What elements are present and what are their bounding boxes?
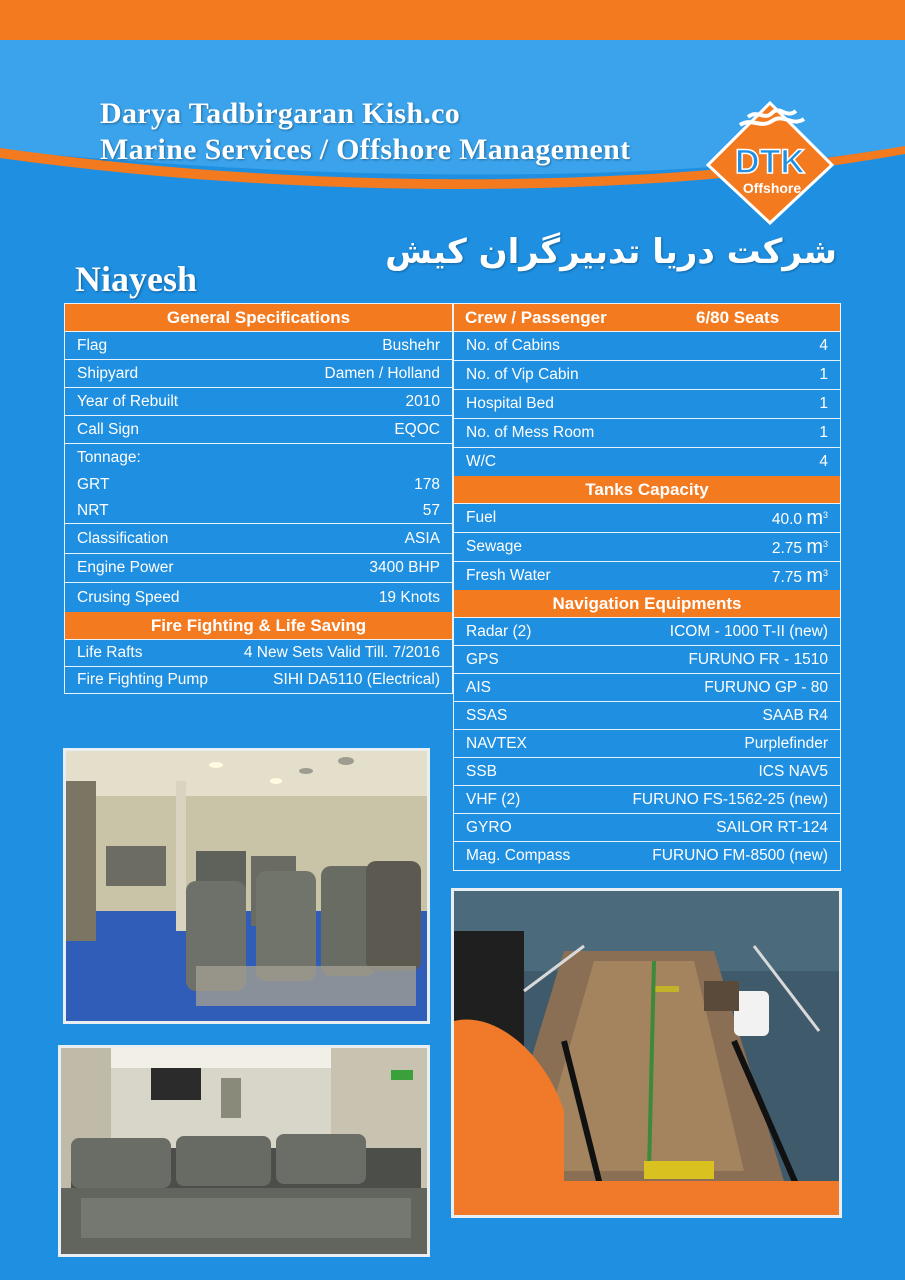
nav-label: NAVTEX	[466, 734, 527, 752]
spec-label: Year of Rebuilt	[77, 392, 179, 410]
spec-value: 4 New Sets Valid Till. 7/2016	[243, 644, 440, 661]
nav-row	[454, 842, 840, 870]
nav-row	[454, 758, 840, 786]
nav-value: FURUNO GP - 80	[704, 678, 828, 696]
tank-value: 7.75	[771, 568, 802, 586]
crew-passenger-title: Crew / Passenger	[465, 308, 607, 327]
tank-label: Sewage	[466, 538, 523, 555]
crew-passenger-heading	[454, 304, 840, 332]
nav-row	[454, 646, 840, 674]
vessel-details-table	[453, 303, 841, 871]
spec-label: Flag	[77, 336, 108, 354]
spec-value: Damen / Holland	[324, 364, 440, 382]
crew-value: 4	[819, 453, 828, 470]
spec-row	[65, 472, 452, 498]
spec-label: Shipyard	[77, 364, 139, 382]
spec-row	[65, 524, 452, 554]
tank-value: 2.75	[771, 539, 802, 557]
spec-value: 57	[422, 501, 440, 519]
nav-label: AIS	[466, 678, 491, 696]
nav-value: ICOM - 1000 T-II (new)	[669, 622, 828, 640]
crew-row	[454, 448, 840, 476]
nav-value: SAAB R4	[762, 706, 828, 724]
tank-unit: m	[806, 506, 823, 529]
spec-value: ASIA	[404, 529, 440, 547]
general-specifications-heading: General Specifications	[65, 304, 452, 332]
tank-unit-exponent: 3	[822, 509, 828, 520]
tank-unit-exponent: 3	[822, 567, 828, 578]
spec-row	[65, 554, 452, 583]
nav-row	[454, 702, 840, 730]
tank-value-group	[772, 565, 828, 588]
crew-row	[454, 361, 840, 390]
spec-label: Life Rafts	[77, 644, 143, 661]
vessel-name: Niayesh	[75, 259, 198, 299]
tank-row	[454, 562, 840, 590]
tank-value: 40.0	[771, 510, 802, 528]
crew-row	[454, 419, 840, 448]
spec-row	[65, 498, 452, 524]
dtk-offshore-logo	[700, 95, 840, 225]
tank-label: Fresh Water	[466, 567, 551, 584]
spec-value: EQOC	[394, 420, 440, 438]
nav-row	[454, 618, 840, 646]
crew-seats: 6/80 Seats	[696, 308, 780, 327]
spec-value: Bushehr	[382, 336, 440, 354]
spec-row	[65, 388, 452, 416]
nav-value: FURUNO FM-8500 (new)	[652, 847, 828, 864]
crew-value: 4	[819, 337, 828, 354]
crew-value: 1	[819, 424, 828, 441]
spec-row	[65, 583, 452, 612]
nav-label: GPS	[466, 650, 499, 668]
tank-unit: m	[806, 564, 823, 587]
top-banner-bar	[0, 0, 905, 44]
logo-letters: DTK	[735, 143, 805, 181]
fire-fighting-heading: Fire Fighting & Life Saving	[65, 612, 452, 640]
tanks-capacity-heading: Tanks Capacity	[454, 476, 840, 504]
crew-row	[454, 332, 840, 361]
company-tagline: Marine Services / Offshore Management	[100, 133, 631, 166]
spec-label: Tonnage:	[77, 449, 141, 466]
nav-label: GYRO	[466, 818, 512, 836]
tank-value-group	[772, 507, 828, 530]
nav-label: SSAS	[466, 706, 508, 724]
nav-row	[454, 814, 840, 842]
general-specifications-table	[64, 303, 453, 694]
spec-value: 19 Knots	[378, 588, 440, 606]
nav-label: VHF (2)	[466, 790, 521, 808]
nav-row	[454, 786, 840, 814]
spec-value: SIHI DA5110 (Electrical)	[273, 671, 440, 688]
nav-value: SAILOR RT-124	[716, 818, 828, 836]
spec-row	[65, 444, 452, 472]
passenger-saloon-photo	[58, 1045, 430, 1257]
crew-label: No. of Vip Cabin	[466, 366, 579, 383]
crew-label: Hospital Bed	[466, 395, 554, 412]
logo-subtext: Offshore	[742, 180, 802, 196]
company-name-persian: شرکت دریا تدبیرگران کیش	[385, 232, 837, 272]
spec-row	[65, 640, 452, 667]
navigation-equipments-heading: Navigation Equipments	[454, 590, 840, 618]
nav-row	[454, 730, 840, 758]
nav-row	[454, 674, 840, 702]
spec-label: Crusing Speed	[77, 588, 180, 606]
tank-value-group	[772, 536, 828, 559]
aft-deck-photo	[451, 888, 842, 1218]
crew-value: 1	[819, 395, 828, 412]
nav-value: ICS NAV5	[758, 762, 828, 780]
crew-label: No. of Cabins	[466, 337, 560, 354]
spec-value: 2010	[405, 392, 440, 410]
nav-label: SSB	[466, 762, 498, 780]
spec-row	[65, 416, 452, 444]
nav-value: FURUNO FS-1562-25 (new)	[632, 790, 828, 808]
tank-label: Fuel	[466, 509, 497, 526]
nav-label: Mag. Compass	[466, 847, 571, 864]
spec-row	[65, 332, 452, 360]
company-name: Darya Tadbirgaran Kish.co	[100, 97, 461, 130]
nav-value: Purplefinder	[744, 734, 828, 752]
spec-label: NRT	[77, 501, 109, 519]
crew-label: No. of Mess Room	[466, 424, 595, 441]
spec-label: Engine Power	[77, 559, 174, 576]
spec-row	[65, 360, 452, 388]
spec-label: Fire Fighting Pump	[77, 671, 208, 688]
spec-label: GRT	[77, 476, 110, 493]
spec-label: Classification	[77, 529, 169, 547]
crew-row	[454, 390, 840, 419]
crew-value: 1	[819, 366, 828, 383]
tank-unit: m	[806, 535, 823, 558]
nav-label: Radar (2)	[466, 622, 532, 640]
tank-row	[454, 533, 840, 562]
passenger-cabin-photo	[63, 748, 430, 1024]
tank-row	[454, 504, 840, 533]
spec-value: 178	[414, 476, 440, 493]
spec-label: Call Sign	[77, 420, 140, 438]
crew-label: W/C	[466, 453, 497, 470]
tank-unit-exponent: 3	[822, 538, 828, 549]
spec-row	[65, 667, 452, 693]
nav-value: FURUNO FR - 1510	[688, 650, 828, 668]
spec-value: 3400 BHP	[369, 559, 440, 576]
